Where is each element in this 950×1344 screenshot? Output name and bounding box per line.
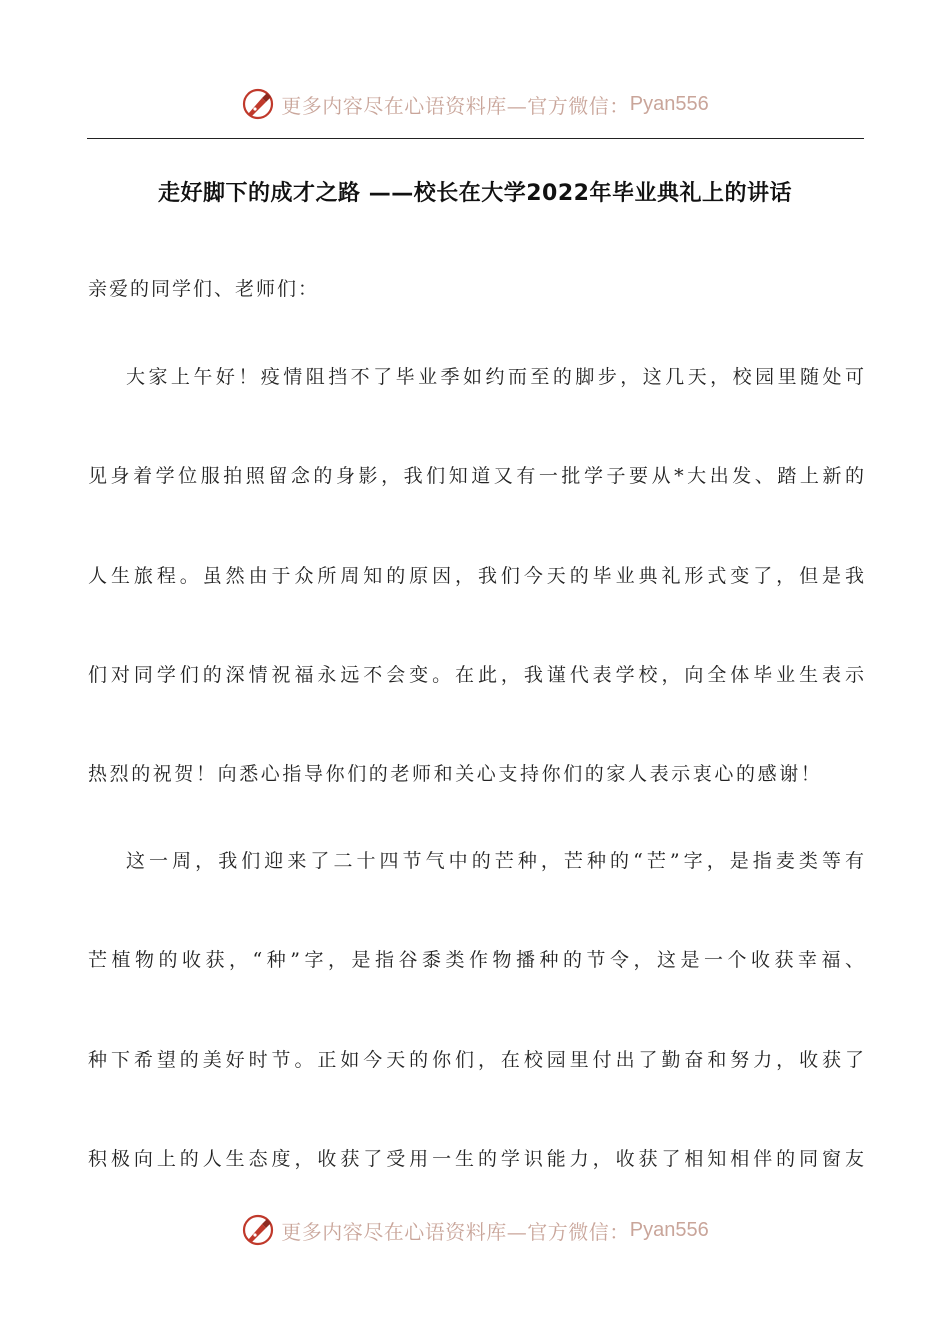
paragraph-line: 热烈的祝贺！向悉心指导你们的老师和关心支持你们的家人表示衷心的感谢！ [88,763,823,785]
header-banner [0,82,950,126]
paragraph-line: 芒植物的收获，“种”字，是指谷黍类作物播种的节令，这是一个收获幸福、 [88,949,864,971]
header-divider [87,138,864,139]
paragraph-line: 们对同学们的深情祝福永远不会变。在此，我谨代表学校，向全体毕业生表示 [88,664,864,686]
salutation: 亲爱的同学们、老师们： [88,278,320,300]
banner-text: 更多内容尽在心语资料库—官方微信： [281,93,630,118]
footer-banner [0,1208,950,1252]
paragraph-line: 种下希望的美好时节。正如今天的你们，在校园里付出了勤奋和努力，收获了 [88,1049,864,1071]
pen-nib-logo-icon [241,1213,275,1247]
pen-nib-logo-icon [241,87,275,121]
paragraph-line: 大家上午好！疫情阻挡不了毕业季如约而至的脚步，这几天，校园里随处可 [126,366,864,388]
document-title: 走好脚下的成才之路 ——校长在大学2022年毕业典礼上的讲话 [158,181,792,206]
paragraph-line: 积极向上的人生态度，收获了受用一生的学识能力，收获了相知相伴的同窗友 [88,1148,864,1170]
paragraph-line: 见身着学位服拍照留念的身影，我们知道又有一批学子要从*大出发、踏上新的 [88,465,864,487]
paragraph-line: 人生旅程。虽然由于众所周知的原因，我们今天的毕业典礼形式变了，但是我 [88,565,864,587]
banner-wechat-handle: Pyan556 [629,92,709,115]
paragraph-line: 这一周，我们迎来了二十四节气中的芒种，芒种的“芒”字，是指麦类等有 [126,850,864,872]
banner-text: 更多内容尽在心语资料库—官方微信： [281,1219,630,1244]
banner-wechat-handle: Pyan556 [629,1218,709,1241]
